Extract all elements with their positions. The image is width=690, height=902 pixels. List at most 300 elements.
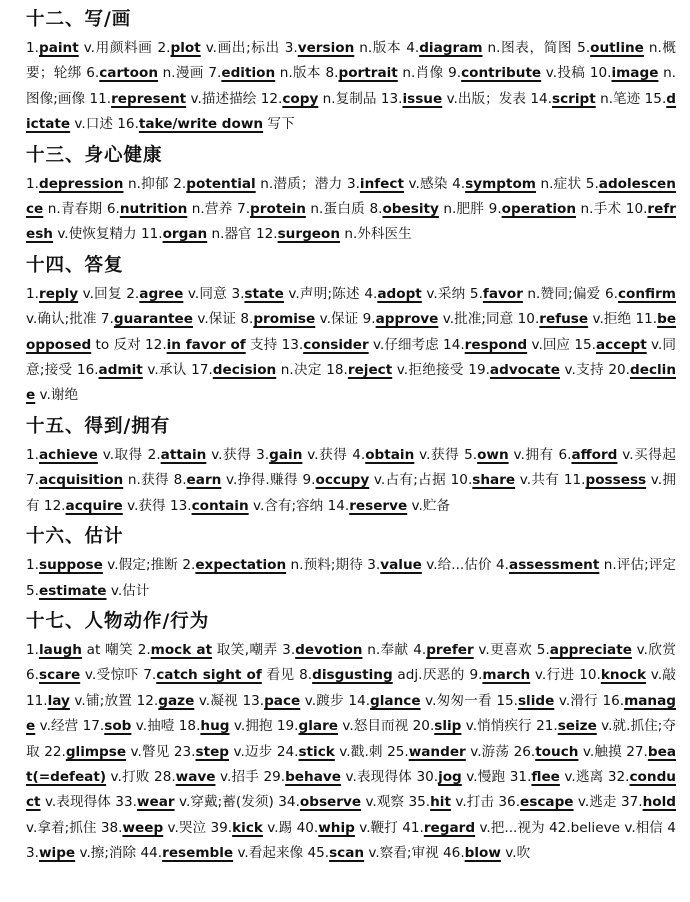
vocab-definition: v.支持 [559, 362, 604, 379]
vocab-definition: n.获得 [123, 472, 169, 489]
entry-number: 19. [468, 362, 490, 379]
vocab-definition: v.使恢复精力 [53, 226, 137, 243]
vocab-definition: v.共有 [515, 472, 560, 489]
entry-number: 4. [452, 175, 466, 192]
vocab-word: decision [212, 362, 277, 379]
entry-number: 1. [26, 175, 39, 192]
vocab-definition: v.回应 [527, 336, 571, 353]
vocab-definition: v.看起来像 [233, 845, 304, 862]
vocab-word: refuse [539, 311, 589, 328]
entry-number: 46. [443, 845, 465, 862]
vocab-entry [282, 642, 408, 658]
entry-number: 24. [276, 743, 299, 760]
vocab-definition: to 反对 [91, 336, 141, 353]
entry-number: 16. [76, 362, 99, 379]
section-body [26, 638, 676, 867]
vocab-entry [83, 718, 175, 734]
entry-number: 17. [82, 718, 105, 735]
vocab-definition: v.贮备 [407, 497, 451, 514]
vocab-definition: v.出版；发表 [442, 90, 526, 107]
entry-number: 2. [126, 285, 140, 302]
vocab-word: escape [520, 794, 574, 811]
vocab-section [26, 252, 676, 409]
vocab-entry [307, 845, 438, 861]
entry-number: 4. [364, 285, 378, 302]
vocab-definition: v.招手 [215, 768, 259, 785]
vocab-definition: v.观察 [361, 794, 405, 811]
vocab-word: flee [531, 768, 560, 785]
vocab-word: kick [232, 819, 263, 836]
vocab-entry [256, 226, 412, 242]
vocab-definition: n.营养 [187, 201, 233, 218]
entry-number: 1. [26, 40, 39, 56]
vocab-definition: v.滑行 [554, 692, 598, 709]
entry-number: 13. [242, 692, 265, 709]
vocab-entry [496, 557, 676, 573]
vocab-word: acquisition [38, 472, 124, 489]
vocab-definition: v.含有;容纳 [248, 497, 324, 514]
vocab-definition: v.取得 [97, 446, 143, 463]
section-body [26, 172, 676, 248]
entry-number: 35. [408, 794, 431, 811]
entry-number: 15. [644, 90, 667, 107]
vocab-word: regard [423, 819, 476, 836]
entry-number: 2. [137, 641, 151, 658]
entry-number: 18. [178, 718, 201, 735]
vocab-definition: n.笔迹 [595, 90, 641, 107]
vocab-definition: v.经营 [35, 718, 79, 735]
entry-number: 14. [348, 692, 371, 709]
section-body [26, 282, 676, 409]
entry-number: 14. [443, 336, 465, 353]
entry-number: 32. [607, 768, 630, 785]
vocab-entry [413, 642, 532, 658]
vocab-word: infect [359, 175, 404, 192]
vocab-word: value [380, 557, 422, 574]
vocab-word: approve [375, 311, 439, 328]
vocab-definition: v.占有;占据 [369, 472, 446, 489]
vocab-word: state [244, 285, 284, 302]
vocab-section [26, 142, 676, 248]
entry-number: 42. [549, 819, 571, 836]
entry-number: 12. [136, 692, 159, 709]
section-title: 十六、估计 [26, 526, 124, 548]
vocab-definition: n.器官 [207, 226, 252, 243]
vocab-word: hold [642, 794, 677, 811]
vocab-definition: n.抑郁 [123, 175, 169, 192]
entry-number: 15. [574, 336, 596, 353]
vocab-word: prefer [426, 641, 474, 658]
vocab-entry [145, 337, 277, 353]
entry-number: 8. [173, 472, 187, 489]
vocab-definition: n.版本 [275, 65, 321, 82]
vocab-definition: n.肥胖 [438, 201, 485, 218]
vocab-entry [297, 820, 398, 836]
section-title: 十四、答复 [26, 254, 124, 276]
vocab-word: contain [191, 497, 249, 514]
vocab-word: copy [282, 90, 319, 107]
vocab-definition: v.穿戴;蓄(发须) [174, 794, 274, 811]
vocab-entry [138, 642, 278, 658]
vocab-definition: n.肖像 [397, 65, 444, 82]
entry-number: 45. [307, 845, 330, 862]
entry-number: 6. [604, 285, 618, 302]
vocab-word: seize [557, 718, 597, 735]
entry-number: 4. [406, 40, 420, 56]
vocab-word: sob [104, 718, 132, 735]
entry-number: 10. [589, 65, 612, 82]
vocab-definition: v.给...估价 [421, 557, 492, 574]
vocab-word: stick [298, 743, 335, 760]
vocab-definition: v.同意;接受 [26, 336, 676, 379]
vocab-entry [328, 498, 450, 514]
vocab-definition: n.图表，简图 [482, 40, 573, 56]
vocab-word: symptom [465, 175, 536, 192]
vocab-entry [498, 794, 616, 810]
vocab-definition: n.外科医生 [340, 226, 412, 243]
vocab-entry [285, 40, 402, 56]
entry-number: 36. [498, 794, 521, 811]
vocab-definition: 取笑,嘲弄 [212, 641, 278, 658]
vocab-entry [469, 667, 574, 683]
vocab-entry [416, 769, 505, 785]
vocab-definition: v.描述描绘 [186, 90, 257, 107]
vocab-word: potential [186, 175, 256, 192]
vocab-definition: v.拿着;抓住 [26, 819, 97, 836]
vocab-definition: adj.厌恶的 [392, 667, 465, 684]
vocab-entry [231, 286, 359, 302]
entry-number: 3. [256, 446, 270, 463]
vocab-entry [537, 642, 676, 658]
entry-number: 16. [602, 692, 625, 709]
entry-number: 13. [169, 497, 192, 514]
vocab-word: whip [318, 819, 355, 836]
vocab-entry [549, 820, 663, 836]
entry-number: 13. [281, 336, 304, 353]
vocab-definition: n.决定 [276, 362, 322, 379]
vocab-word: step [195, 743, 230, 760]
entry-number: 5. [585, 175, 599, 192]
vocab-word: achieve [38, 446, 98, 463]
vocab-definition: v.仔细考虑 [368, 336, 439, 353]
vocab-word: be opposed [26, 311, 677, 353]
entry-number: 5. [26, 582, 39, 599]
vocab-definition: v.采纳 [421, 285, 466, 302]
vocab-word: earn [186, 472, 222, 489]
vocab-entry [448, 65, 585, 81]
vocab-entry [26, 667, 139, 683]
entry-number: 3. [284, 40, 298, 56]
vocab-word: pace [264, 692, 301, 709]
entry-number: 11. [26, 692, 48, 709]
entry-number: 8. [240, 311, 254, 328]
vocab-word: dictate [26, 90, 677, 133]
vocab-entry [367, 557, 491, 573]
entry-number: 8. [369, 201, 383, 218]
entry-number: 1. [26, 285, 39, 302]
vocab-entry [237, 201, 365, 217]
entry-number: 15. [496, 692, 518, 709]
vocab-entry [208, 65, 320, 81]
vocab-entry [158, 40, 280, 56]
vocab-entry [256, 447, 347, 463]
section-body [26, 553, 676, 604]
vocab-word: promise [253, 311, 316, 328]
vocab-word: own [477, 446, 509, 463]
vocab-word: lay [47, 692, 70, 709]
vocab-word: depression [38, 175, 124, 192]
vocab-entry [89, 91, 256, 107]
entry-number: 12. [43, 497, 66, 514]
vocab-entry [347, 176, 448, 192]
vocab-word: scare [38, 667, 81, 684]
vocab-word: wear [136, 794, 175, 811]
vocab-word: contribute [461, 65, 542, 82]
entry-number: 7. [26, 472, 39, 489]
vocab-definition: v.拥有 [508, 446, 554, 463]
entry-number: 40. [296, 819, 319, 836]
vocab-definition: n.版本 [354, 40, 402, 56]
entry-number: 4. [352, 446, 366, 463]
entry-number: 17. [191, 362, 213, 379]
entry-number: 8. [299, 667, 313, 684]
vocab-word: represent [111, 90, 187, 107]
vocab-definition: v.鞭打 [354, 819, 398, 836]
entry-number: 10. [450, 472, 473, 489]
vocab-word: paint [38, 40, 79, 56]
entry-number: 38. [100, 819, 123, 836]
vocab-entry [101, 311, 236, 327]
vocab-definition: n.评估;评定 [599, 557, 676, 574]
vocab-entry [242, 693, 343, 709]
entry-number: 9. [302, 472, 316, 489]
vocab-word: gain [269, 446, 303, 463]
vocab-entry [143, 667, 294, 683]
vocab-word: touch [535, 743, 579, 760]
vocab-entry [26, 642, 133, 658]
vocab-definition: v.打败 [106, 768, 150, 785]
vocab-entry [174, 744, 273, 760]
vocab-entry [154, 769, 259, 785]
entry-number: 23. [173, 743, 196, 760]
vocab-definition: v.踱步 [300, 692, 344, 709]
vocab-entry [364, 286, 465, 302]
entry-number: 31. [509, 768, 532, 785]
vocab-word: guarantee [113, 311, 193, 328]
vocab-entry [558, 447, 676, 463]
vocab-entry [148, 447, 252, 463]
vocab-entry [468, 362, 604, 378]
vocab-word: plot [170, 40, 201, 56]
vocab-word: mock at [150, 641, 213, 658]
vocab-definition: n.蛋白质 [305, 201, 365, 218]
vocab-definition: v.回复 [78, 285, 122, 302]
entry-number: 1. [26, 557, 39, 574]
vocab-entry [579, 667, 676, 683]
entry-number: 44. [140, 845, 163, 862]
vocab-definition: v.把...视为 [475, 819, 545, 836]
vocab-word: laugh [38, 641, 82, 658]
entry-number: 6. [106, 201, 120, 218]
vocab-entry [77, 362, 187, 378]
vocab-entry [170, 498, 323, 514]
vocab-definition: 写下 [263, 116, 295, 133]
vocab-word: admit [98, 362, 143, 379]
entry-number: 13. [380, 90, 403, 107]
vocab-word: confirm [617, 285, 676, 302]
vocab-word: jog [438, 768, 462, 785]
vocab-entry [303, 472, 447, 488]
vocab-word: knock [600, 667, 647, 684]
vocab-word: disgusting [312, 667, 393, 684]
vocab-word: advocate [489, 362, 560, 379]
vocab-definition: n.潜质；潜力 [255, 175, 343, 192]
vocab-definition: v.哭泣 [163, 819, 207, 836]
vocab-definition: v.就.抓住;夺取 [26, 718, 677, 760]
vocab-entry [402, 820, 544, 836]
vocab-definition: v.画出;标出 [200, 40, 280, 56]
vocab-word: manage [26, 692, 677, 735]
vocab-word: protein [250, 201, 306, 218]
entry-number: 12. [260, 90, 283, 107]
vocab-entry [26, 40, 153, 56]
vocab-word: glimpse [65, 743, 127, 760]
vocab-entry [26, 472, 169, 488]
vocab-word: possess [585, 472, 647, 489]
vocab-entry [443, 845, 530, 861]
entry-number: 2. [173, 175, 187, 192]
vocab-word: blow [464, 845, 501, 862]
entry-number: 22. [44, 743, 66, 760]
entry-number: 14. [327, 497, 350, 514]
vocab-definition: v.获得 [302, 446, 348, 463]
section-title: 十三、身心健康 [26, 144, 163, 166]
vocab-entry [489, 201, 622, 217]
vocab-definition: n.预料;期待 [286, 557, 363, 574]
entry-number: 1. [26, 446, 39, 463]
entry-number: 39. [210, 819, 233, 836]
entry-number: 34. [278, 794, 300, 811]
vocab-entry [107, 201, 233, 217]
vocab-word: attain [160, 446, 207, 463]
vocab-entry [387, 744, 509, 760]
vocab-word: obesity [382, 201, 439, 218]
vocab-entry [530, 91, 640, 107]
vocab-section [26, 6, 676, 138]
vocab-word: hit [430, 794, 451, 811]
entry-number: 41. [402, 819, 424, 836]
vocab-entry [173, 176, 342, 192]
section-title: 十五、得到/拥有 [26, 415, 171, 437]
vocab-entry [182, 557, 363, 573]
vocab-definition: at 嘲笑 [81, 641, 133, 658]
vocab-word: expectation [195, 557, 287, 574]
vocab-definition: v.估计 [106, 582, 150, 599]
vocab-definition: v.行进 [530, 667, 575, 684]
vocab-definition: n.手术 [576, 201, 622, 218]
vocab-word: reserve [349, 497, 408, 514]
entry-number: 3. [346, 175, 360, 192]
vocab-definition: n.赞同;偏爱 [522, 285, 601, 302]
vocab-definition: v.拒绝 [588, 311, 632, 328]
vocab-definition: v.声明;陈述 [283, 285, 360, 302]
entry-number: 10. [579, 667, 601, 684]
vocab-definition: v.获得 [122, 497, 166, 514]
entry-number: 5. [577, 40, 591, 56]
vocab-entry [409, 794, 495, 810]
vocab-definition: v.同意 [183, 285, 227, 302]
entry-number: 12. [255, 226, 278, 243]
vocab-word: conduct [26, 768, 676, 811]
vocab-entry [277, 718, 408, 734]
vocab-word: appreciate [549, 641, 632, 658]
entry-number: 18. [326, 362, 348, 379]
section-body [26, 443, 676, 519]
vocab-entry [443, 337, 570, 353]
entry-number: 20. [608, 362, 630, 379]
vocab-entry [26, 693, 132, 709]
vocab-definition: v.表现得体 [340, 768, 412, 785]
vocab-word: behave [285, 768, 341, 785]
vocab-word: adolescence [26, 175, 676, 218]
vocab-entry [26, 557, 178, 573]
vocab-word: issue [402, 90, 443, 107]
entry-number: 7. [237, 201, 251, 218]
vocab-entry [26, 176, 169, 192]
entry-number: 12. [145, 336, 167, 353]
vocab-definition: v.用颜料画 [78, 40, 153, 56]
vocab-definition: v.获得 [414, 446, 460, 463]
vocab-entry [26, 286, 122, 302]
vocab-definition: n.青春期 [43, 201, 103, 218]
entry-number: 20. [412, 718, 435, 735]
vocab-definition: n.症状 [535, 175, 582, 192]
entry-number: 7. [143, 667, 157, 684]
vocab-word: version [297, 40, 355, 56]
vocab-definition: v.保证 [315, 311, 359, 328]
vocab-definition: v.拥有 [26, 472, 676, 514]
vocab-word: hug [200, 718, 230, 735]
entry-number: 27. [626, 743, 648, 760]
vocab-word: wander [408, 743, 466, 760]
entry-number: 9. [469, 667, 483, 684]
vocab-word: edition [221, 65, 276, 82]
vocab-definition: v.擦;消除 [75, 845, 137, 862]
vocab-entry [464, 447, 554, 463]
vocab-entry [101, 820, 206, 836]
vocab-entry [518, 311, 631, 327]
vocab-word: estimate [38, 582, 107, 599]
vocab-word: march [482, 667, 531, 684]
vocab-definition: v.拥抱 [229, 718, 273, 735]
vocab-definition: v.怒目而视 [338, 718, 409, 735]
entry-number: 28. [154, 768, 176, 785]
vocab-word: refresh [26, 201, 676, 243]
vocab-entry [44, 744, 169, 760]
vocab-entry [363, 311, 514, 327]
vocab-definition: v.铺;放置 [69, 692, 133, 709]
vocab-word: acquire [65, 497, 123, 514]
vocab-entry [179, 718, 273, 734]
entry-number: 5. [536, 641, 550, 658]
vocab-definition: v.挣得.赚得 [221, 472, 298, 489]
vocab-entry [514, 744, 622, 760]
vocab-entry [496, 693, 598, 709]
vocab-definition: v.感染 [403, 175, 448, 192]
vocab-word: devotion [295, 641, 363, 658]
vocab-entry [325, 65, 443, 81]
entry-number: 30. [416, 768, 439, 785]
